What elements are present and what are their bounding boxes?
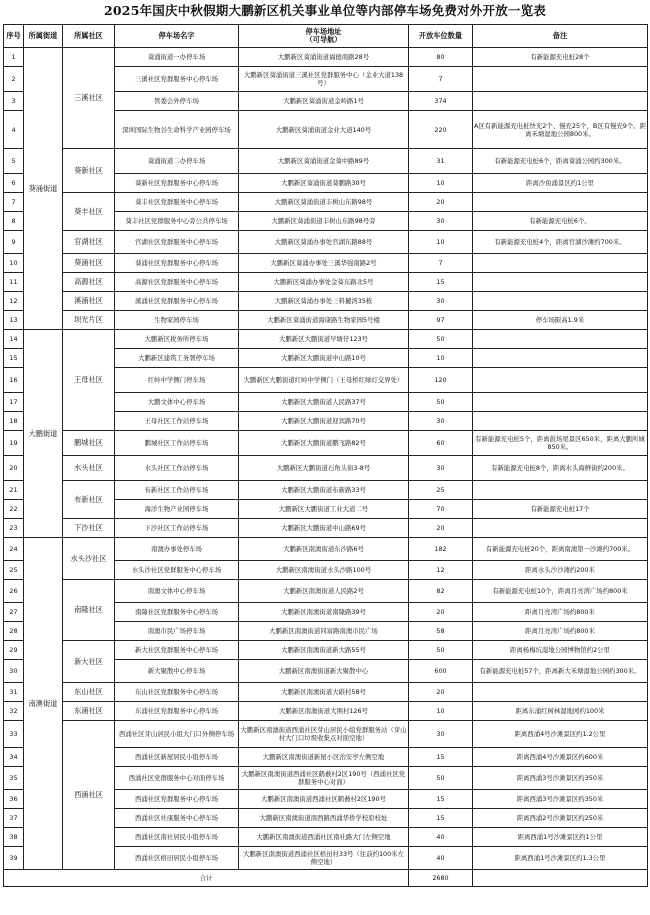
- cell-remark: 有新能源充电桩20个，距离南澳第一沙滩约700米。: [473, 538, 648, 561]
- table-row: [4, 481, 648, 500]
- table-row: [4, 702, 648, 721]
- cell-name: 大鹏文体中心停车场: [115, 393, 239, 412]
- cell-name: 葵丰社区党群服务中心停车场: [115, 193, 239, 212]
- header-address-sub: （可导航）: [305, 35, 342, 44]
- cell-no: 3: [4, 92, 24, 111]
- table-row: [4, 254, 648, 273]
- cell-spaces: 30: [409, 292, 473, 311]
- community-cell: 坝光片区: [63, 311, 115, 330]
- cell-remark: [473, 481, 648, 500]
- total-label: 合计: [4, 870, 409, 887]
- cell-spaces: 12: [409, 561, 473, 580]
- community-cell: 布新社区: [63, 481, 115, 519]
- community-cell: 葵丰社区: [63, 193, 115, 231]
- community-cell: 王母社区: [63, 330, 115, 431]
- community-cell: 水头沙社区: [63, 538, 115, 580]
- cell-name: 西涌社区芽山居民小组大门口外侧停车场: [115, 721, 239, 748]
- cell-address: 大鹏新区南澳街道同富路南澳市民广场: [239, 622, 409, 641]
- cell-no: 2: [4, 67, 24, 92]
- cell-address: 大鹏新区大鹏街道中山路69号: [239, 519, 409, 538]
- header-remark: 备注: [473, 25, 648, 48]
- cell-address: 大鹏新区南澳街道西涌社区南社路大门左侧空地: [239, 828, 409, 847]
- cell-no: 5: [4, 149, 24, 174]
- cell-name: 南澳文体中心停车场: [115, 580, 239, 603]
- cell-remark: 停车场限高1.9米: [473, 311, 648, 330]
- table-row: [4, 538, 648, 561]
- cell-remark: 有新能源充电桩57个，距离新大禾塘湿地公园约300米。: [473, 660, 648, 683]
- table-row: [4, 519, 648, 538]
- cell-remark: [473, 412, 648, 431]
- community-cell: 官湖社区: [63, 231, 115, 254]
- cell-no: 38: [4, 828, 24, 847]
- cell-name: 溪涌社区党群服务中心停车场: [115, 292, 239, 311]
- community-cell: 西涌社区: [63, 721, 115, 870]
- cell-remark: 距离西涌3号沙滩景区约350米: [473, 790, 648, 809]
- cell-no: 6: [4, 174, 24, 193]
- header-row: [4, 25, 648, 48]
- cell-name: 葵涌街道二办停车场: [115, 149, 239, 174]
- cell-no: 22: [4, 500, 24, 519]
- header-community: 所属社区: [63, 25, 115, 48]
- cell-address: 大鹏新区南澳街道新大聚散中心: [239, 660, 409, 683]
- cell-remark: 有新能源充电桩10个，距离月亮湾广场约800米: [473, 580, 648, 603]
- cell-name: 东涌社区党群服务中心停车场: [115, 702, 239, 721]
- cell-name: 南澳市民广场停车场: [115, 622, 239, 641]
- cell-address: 大鹏新区南澳街道人民路2号: [239, 580, 409, 603]
- cell-remark: [473, 519, 648, 538]
- cell-spaces: 40: [409, 828, 473, 847]
- cell-address: 大鹏新区葵涌街道三溪社区党群服务中心（金业大道138号）: [239, 67, 409, 92]
- cell-spaces: 10: [409, 174, 473, 193]
- cell-no: 10: [4, 254, 24, 273]
- table-row: [4, 456, 648, 481]
- cell-address: 大鹏新区大鹏街道早塘仔123号: [239, 330, 409, 349]
- cell-spaces: 82: [409, 580, 473, 603]
- cell-address: 大鹏新区南澳街道南隆路39号: [239, 603, 409, 622]
- cell-name: 南隆社区党群服务中心停车场: [115, 603, 239, 622]
- cell-address: 大鹏新区葵涌街道金葵中路89号: [239, 149, 409, 174]
- cell-name: 红岭中学侧门停车场: [115, 368, 239, 393]
- cell-remark: A区有新能源充电桩快充2个、慢充25个，B区有慢充9个。距离禾塘湿地公园800米。: [473, 111, 648, 149]
- table-row: [4, 721, 648, 748]
- cell-spaces: 97: [409, 311, 473, 330]
- cell-spaces: 58: [409, 622, 473, 641]
- cell-address: 大鹏新区大鹏街道布新路33号: [239, 481, 409, 500]
- community-cell: 东涌社区: [63, 702, 115, 721]
- cell-spaces: 120: [409, 368, 473, 393]
- table-row: [4, 273, 648, 292]
- cell-remark: [473, 683, 648, 702]
- cell-spaces: 20: [409, 603, 473, 622]
- cell-no: 4: [4, 111, 24, 149]
- cell-no: 12: [4, 292, 24, 311]
- cell-no: 14: [4, 330, 24, 349]
- cell-address: 大鹏新区葵涌街道丰树山东路98号: [239, 193, 409, 212]
- cell-no: 9: [4, 231, 24, 254]
- cell-remark: 有新能源充电桩28个: [473, 48, 648, 67]
- table-row: [4, 330, 648, 349]
- cell-remark: 距离东涌红树林湿地园约100米: [473, 702, 648, 721]
- cell-remark: [473, 393, 648, 412]
- total-remark: [473, 870, 648, 887]
- table-row: [4, 149, 648, 174]
- cell-name: 大鹏新区税务所停车场: [115, 330, 239, 349]
- cell-spaces: 30: [409, 721, 473, 748]
- cell-name: 西涌社区新屋居民小组停车场: [115, 748, 239, 767]
- community-cell: 新大社区: [63, 641, 115, 683]
- cell-remark: 距离西涌1号沙滩景区约1.3公里: [473, 847, 648, 870]
- cell-name: 水头社区工作站停车场: [115, 456, 239, 481]
- cell-address: 大鹏新区南澳街道西涌社区格田村33号（往前约100米左侧空地）: [239, 847, 409, 870]
- cell-spaces: 50: [409, 330, 473, 349]
- cell-name: 葵丰社区党群服务中心旁公共停车场: [115, 212, 239, 231]
- community-cell: 鹏城社区: [63, 431, 115, 456]
- cell-remark: 距离西涌3号沙滩景区约350米: [473, 767, 648, 790]
- cell-no: 1: [4, 48, 24, 67]
- table-row: [4, 193, 648, 212]
- cell-spaces: 70: [409, 500, 473, 519]
- cell-no: 7: [4, 193, 24, 212]
- community-cell: 高源社区: [63, 273, 115, 292]
- cell-address: 大鹏新区大鹏街道红岭中学侧门（王母桥红绿灯交界处）: [239, 368, 409, 393]
- table-row: [4, 580, 648, 603]
- cell-name: 水头沙社区党群服务中心停车场: [115, 561, 239, 580]
- cell-spaces: 600: [409, 660, 473, 683]
- cell-remark: 有新能源充电桩5个，距离鼓场尾景区650米，距离大鹏所城850米。: [473, 431, 648, 456]
- community-cell: 下沙社区: [63, 519, 115, 538]
- cell-spaces: 20: [409, 193, 473, 212]
- cell-no: 18: [4, 412, 24, 431]
- cell-name: 深圳国际生物谷生命科学产业园停车场: [115, 111, 239, 149]
- cell-remark: 有新能源充电桩17个: [473, 500, 648, 519]
- cell-spaces: 10: [409, 231, 473, 254]
- cell-name: 王母社区工作站停车场: [115, 412, 239, 431]
- cell-name: 生物家园停车场: [115, 311, 239, 330]
- cell-name: 葵新社区党群服务中心停车场: [115, 174, 239, 193]
- page-title: 2025年国庆中秋假期大鹏新区机关事业单位等内部停车场免费对外开放一览表: [104, 3, 546, 18]
- parking-table: [3, 24, 648, 887]
- header-district: 所属街道: [24, 25, 63, 48]
- cell-remark: [473, 292, 648, 311]
- cell-address: 大鹏新区葵涌办事处金葵东路北5号: [239, 273, 409, 292]
- cell-spaces: 7: [409, 67, 473, 92]
- district-cell: 南澳街道: [24, 538, 63, 870]
- cell-no: 36: [4, 790, 24, 809]
- cell-remark: 距离月亮湾广场约800米: [473, 603, 648, 622]
- cell-spaces: 50: [409, 767, 473, 790]
- table-row: [4, 48, 648, 67]
- cell-no: 21: [4, 481, 24, 500]
- community-cell: 水头社区: [63, 456, 115, 481]
- cell-spaces: 25: [409, 481, 473, 500]
- cell-remark: [473, 92, 648, 111]
- cell-spaces: 20: [409, 519, 473, 538]
- cell-spaces: 15: [409, 273, 473, 292]
- cell-no: 31: [4, 683, 24, 702]
- cell-remark: 有新能源充电桩6个。: [473, 212, 648, 231]
- cell-name: 西涌社区社康服务中心停车场: [115, 809, 239, 828]
- cell-name: 西涌社区党群服务中心停车场: [115, 790, 239, 809]
- cell-remark: 距离月亮湾广场约800米: [473, 622, 648, 641]
- cell-address: 大鹏新区大鹏街道人民路37号: [239, 393, 409, 412]
- cell-address: 大鹏新区葵涌街道海康路生物家园5号楼: [239, 311, 409, 330]
- cell-address: 大鹏新区南澳街道西涌社区芽山居民小组党群服务站（芽山村大门口垃圾收集点对面空地）: [239, 721, 409, 748]
- cell-address: 大鹏新区南澳街道西涌社区鹤薮村2区190号: [239, 790, 409, 809]
- cell-remark: 距离西涌4号沙滩景区约1.2公里: [473, 721, 648, 748]
- community-cell: 东山社区: [63, 683, 115, 702]
- cell-address: 大鹏新区葵涌街道金业大道140号: [239, 111, 409, 149]
- cell-remark: 距离西涌1号沙滩景区约1公里: [473, 828, 648, 847]
- cell-address: 大鹏新区葵涌办事处官湖东路88号: [239, 231, 409, 254]
- total-spaces: 2680: [409, 870, 473, 887]
- cell-no: 27: [4, 603, 24, 622]
- cell-spaces: 15: [409, 790, 473, 809]
- cell-spaces: 60: [409, 431, 473, 456]
- cell-no: 26: [4, 580, 24, 603]
- community-cell: 南隆社区: [63, 580, 115, 641]
- cell-no: 19: [4, 431, 24, 456]
- cell-address: 大鹏新区南澳街道南西路西涌华侨学校原校址: [239, 809, 409, 828]
- cell-name: 西涌社区格田居民小组停车场: [115, 847, 239, 870]
- cell-address: 大鹏新区葵涌街道福德南路28号: [239, 48, 409, 67]
- cell-spaces: 30: [409, 412, 473, 431]
- district-cell: 葵涌街道: [24, 48, 63, 330]
- cell-spaces: 10: [409, 349, 473, 368]
- cell-remark: [473, 254, 648, 273]
- district-cell: 大鹏街道: [24, 330, 63, 538]
- cell-no: 32: [4, 702, 24, 721]
- cell-address: 大鹏新区南澳街道新屋小区治安亭左侧空地: [239, 748, 409, 767]
- cell-name: 西涌社区南社居民小组停车场: [115, 828, 239, 847]
- table-row: [4, 292, 648, 311]
- cell-no: 37: [4, 809, 24, 828]
- cell-name: 官湖社区党群服务中心停车场: [115, 231, 239, 254]
- cell-no: 29: [4, 641, 24, 660]
- cell-address: 大鹏新区南澳街道水头沙路100号: [239, 561, 409, 580]
- cell-address: 大鹏新区南澳街道大碓村58号: [239, 683, 409, 702]
- cell-no: 39: [4, 847, 24, 870]
- cell-name: 下沙社区工作站停车场: [115, 519, 239, 538]
- cell-no: 13: [4, 311, 24, 330]
- cell-no: 35: [4, 767, 24, 790]
- table-row: [4, 683, 648, 702]
- cell-address: 大鹏新区大鹏街道中山路10号: [239, 349, 409, 368]
- cell-no: 11: [4, 273, 24, 292]
- cell-no: 28: [4, 622, 24, 641]
- cell-name: 海洋生物产业园停车场: [115, 500, 239, 519]
- header-spaces: 开放车位数量: [409, 25, 473, 48]
- cell-address: 大鹏新区葵涌办事处三溪华强南路2号: [239, 254, 409, 273]
- cell-address: 大鹏新区葵涌街道丰树山东路98号旁: [239, 212, 409, 231]
- table-row: [4, 641, 648, 660]
- cell-remark: [473, 330, 648, 349]
- cell-remark: [473, 349, 648, 368]
- table-row: [4, 431, 648, 456]
- total-row: [4, 870, 648, 887]
- cell-spaces: 31: [409, 149, 473, 174]
- header-no: 序号: [4, 25, 24, 48]
- cell-name: 三溪社区党群服务中心停车场: [115, 67, 239, 92]
- cell-address: 大鹏新区大鹏街道鹏飞路82号: [239, 431, 409, 456]
- cell-address: 大鹏新区大鹏街道迎宾路70号: [239, 412, 409, 431]
- cell-remark: 有新能源充电桩8个，距离水头海鲜街约200米。: [473, 456, 648, 481]
- cell-no: 34: [4, 748, 24, 767]
- table-body: [4, 48, 648, 887]
- cell-no: 17: [4, 393, 24, 412]
- cell-spaces: 40: [409, 847, 473, 870]
- cell-address: 大鹏新区大鹏街道工业大道二号: [239, 500, 409, 519]
- cell-no: 15: [4, 349, 24, 368]
- cell-address: 大鹏新区南澳街道新大路55号: [239, 641, 409, 660]
- cell-spaces: 30: [409, 212, 473, 231]
- cell-name: 葵涌街道一办停车场: [115, 48, 239, 67]
- header-address: [239, 25, 409, 48]
- cell-address: 大鹏新区南澳街道东沙路6号: [239, 538, 409, 561]
- table-row: [4, 311, 648, 330]
- cell-no: 24: [4, 538, 24, 561]
- cell-spaces: 80: [409, 48, 473, 67]
- community-cell: 葵涌社区: [63, 254, 115, 273]
- table-row: [4, 231, 648, 254]
- cell-spaces: 182: [409, 538, 473, 561]
- cell-name: 新大社区党群服务中心停车场: [115, 641, 239, 660]
- cell-spaces: 50: [409, 393, 473, 412]
- cell-spaces: 15: [409, 748, 473, 767]
- cell-name: 西涌社区党群服务中心对面停车场: [115, 767, 239, 790]
- cell-remark: [473, 67, 648, 92]
- cell-spaces: 30: [409, 456, 473, 481]
- cell-spaces: 10: [409, 702, 473, 721]
- cell-remark: [473, 193, 648, 212]
- cell-spaces: 20: [409, 683, 473, 702]
- cell-spaces: 220: [409, 111, 473, 149]
- cell-remark: 距离杨梅坑湿地公园博物馆约2公里: [473, 641, 648, 660]
- cell-address: 大鹏新区葵涌办事处三料麓湾35栋: [239, 292, 409, 311]
- community-cell: 三溪社区: [63, 48, 115, 149]
- cell-address: 大鹏新区南澳街道西涌社区鹤薮村2区190号（西涌社区党群服务中心对面）: [239, 767, 409, 790]
- cell-remark: 距离西涌2号沙滩景区约250米: [473, 809, 648, 828]
- cell-spaces: 50: [409, 641, 473, 660]
- cell-no: 16: [4, 368, 24, 393]
- cell-remark: 有新能源充电桩6个，距离葵涌公园约300米。: [473, 149, 648, 174]
- cell-remark: [473, 368, 648, 393]
- cell-no: 20: [4, 456, 24, 481]
- cell-spaces: 15: [409, 809, 473, 828]
- cell-no: 33: [4, 721, 24, 748]
- community-cell: 溪涌社区: [63, 292, 115, 311]
- cell-name: 布新社区工作站停车场: [115, 481, 239, 500]
- cell-name: 高源社区党群服务中心停车场: [115, 273, 239, 292]
- cell-name: 管委会外停车场: [115, 92, 239, 111]
- header-name: 停车场名字: [115, 25, 239, 48]
- cell-no: 8: [4, 212, 24, 231]
- cell-remark: 距离水头沙沙滩约200米: [473, 561, 648, 580]
- cell-spaces: 7: [409, 254, 473, 273]
- cell-name: 大鹏新区建筑工务署停车场: [115, 349, 239, 368]
- cell-remark: 距离沙鱼涌景区约1公里: [473, 174, 648, 193]
- community-cell: 葵新社区: [63, 149, 115, 193]
- cell-address: 大鹏新区葵涌街道葵鹏路30号: [239, 174, 409, 193]
- cell-no: 30: [4, 660, 24, 683]
- cell-remark: [473, 273, 648, 292]
- cell-no: 25: [4, 561, 24, 580]
- cell-address: 大鹏新区葵涌街道金岭路1号: [239, 92, 409, 111]
- cell-no: 23: [4, 519, 24, 538]
- cell-name: 新大聚散中心停车场: [115, 660, 239, 683]
- cell-spaces: 374: [409, 92, 473, 111]
- cell-remark: 有新能源充电桩4个，距离官湖沙滩约700米。: [473, 231, 648, 254]
- cell-address: 大鹏新区大鹏街道石角头街3-8号: [239, 456, 409, 481]
- cell-address: 大鹏新区南澳街道大围村126号: [239, 702, 409, 721]
- header-address-label: 停车场地址: [305, 26, 342, 36]
- cell-name: 南澳办事处停车场: [115, 538, 239, 561]
- cell-name: 鹏城社区工作站停车场: [115, 431, 239, 456]
- cell-name: 东山社区党群服务中心停车场: [115, 683, 239, 702]
- cell-name: 葵涌社区党群服务中心停车场: [115, 254, 239, 273]
- cell-remark: 距离西涌4号沙滩景区约600米: [473, 748, 648, 767]
